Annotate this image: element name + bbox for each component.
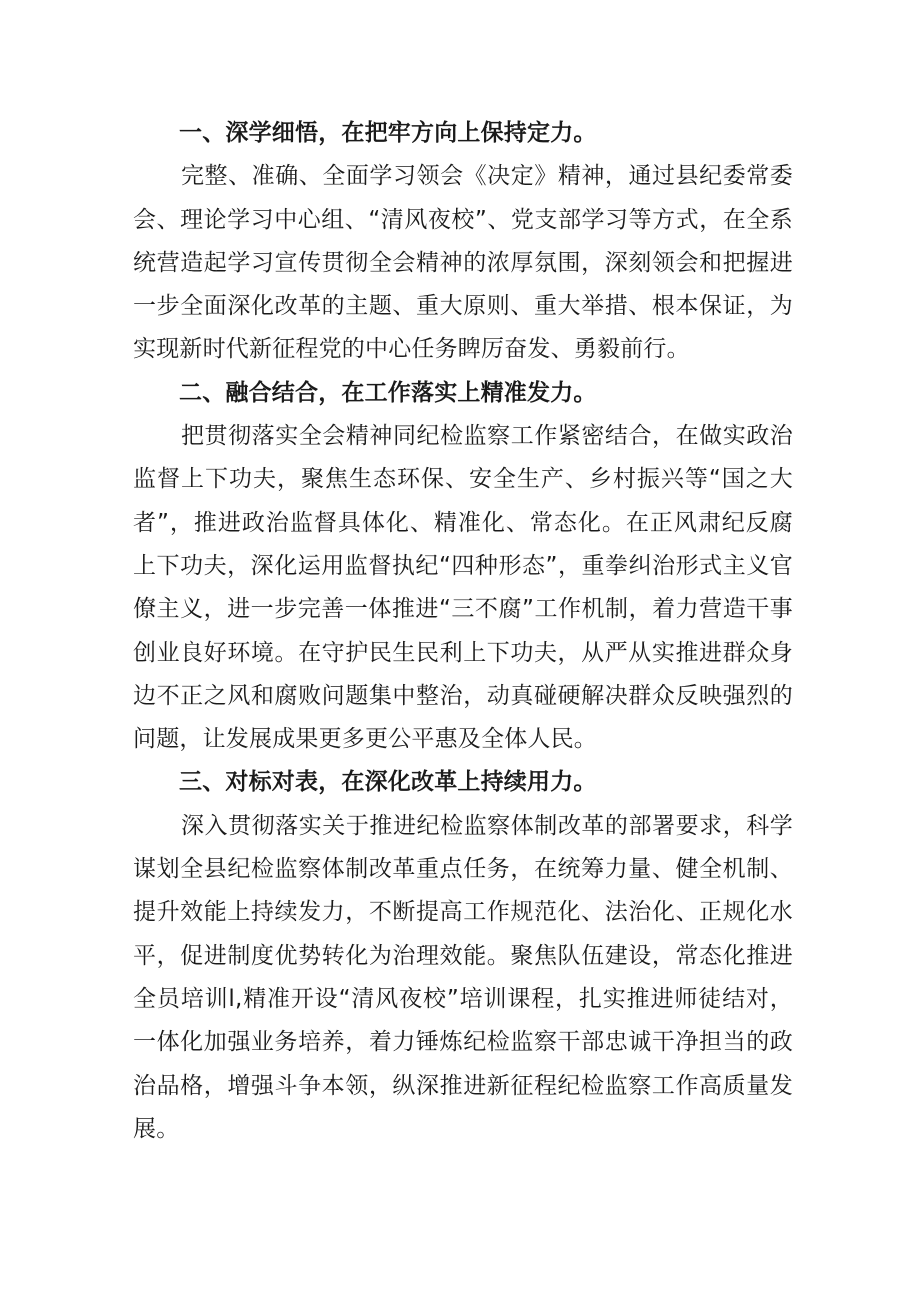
document-body [133,112,793,1151]
section-heading-2: 二、融合结合，在工作落实上精准发力。 [179,379,597,406]
section-paragraph-1: 完整、准确、全面学习领会《决定》精神，通过县纪委常委会、理论学习中心组、“清风夜校”、党支部学习等方式，在全系统营造起学习宣传贯彻全会精神的浓厚氛围，深刻领会和把握进一步全面深化改革的主题、重大原则、重大举措、根本保证，为实现新时代新征程党的中心任务睥厉奋发、勇毅前行。 [133,163,793,363]
section-heading-1: 一、深学细悟，在把牢方向上保持定力。 [179,120,597,146]
section-heading-3: 三、对标对表，在深化改革上持续用力。 [179,769,597,796]
section-paragraph-2: 把贯彻落实全会精神同纪检监察工作紧密结合，在做实政治监督上下功夫，聚焦生态环保、安全生产、乡村振兴等“国之大者”，推进政治监督具体化、精准化、常态化。在正风肃纪反腐上下功夫，深化运用监督执纪“四种形态”，重拳纠治形式主义官僚主义，进一步完善一体推进“三不腐”工作机制，着力营造干事创业良好环境。在守护民生民利上下功夫，从严从实推进群众身边不正之风和腐败问题集中整治，动真碰硬解决群众反映强烈的问题，让发展成果更多更公平惠及全体人民。 [133,423,793,753]
section-paragraph-3: 深入贯彻落实关于推进纪检监察体制改革的部署要求，科学谋划全县纪检监察体制改革重点任务，在统筹力量、健全机制、提升效能上持续发力，不断提高工作规范化、法治化、正规化水平，促进制度优势转化为治理效能。聚焦队伍建设，常态化推进全员培训l,精准开设“清风夜校”培训课程，扎实推进师徒结对，一体化加强业务培养，着力锤炼纪检监察干部忠诚干净担当的政治品格，增强斗争本领，纵深推进新征程纪检监察工作高质量发展。 [133,812,793,1142]
